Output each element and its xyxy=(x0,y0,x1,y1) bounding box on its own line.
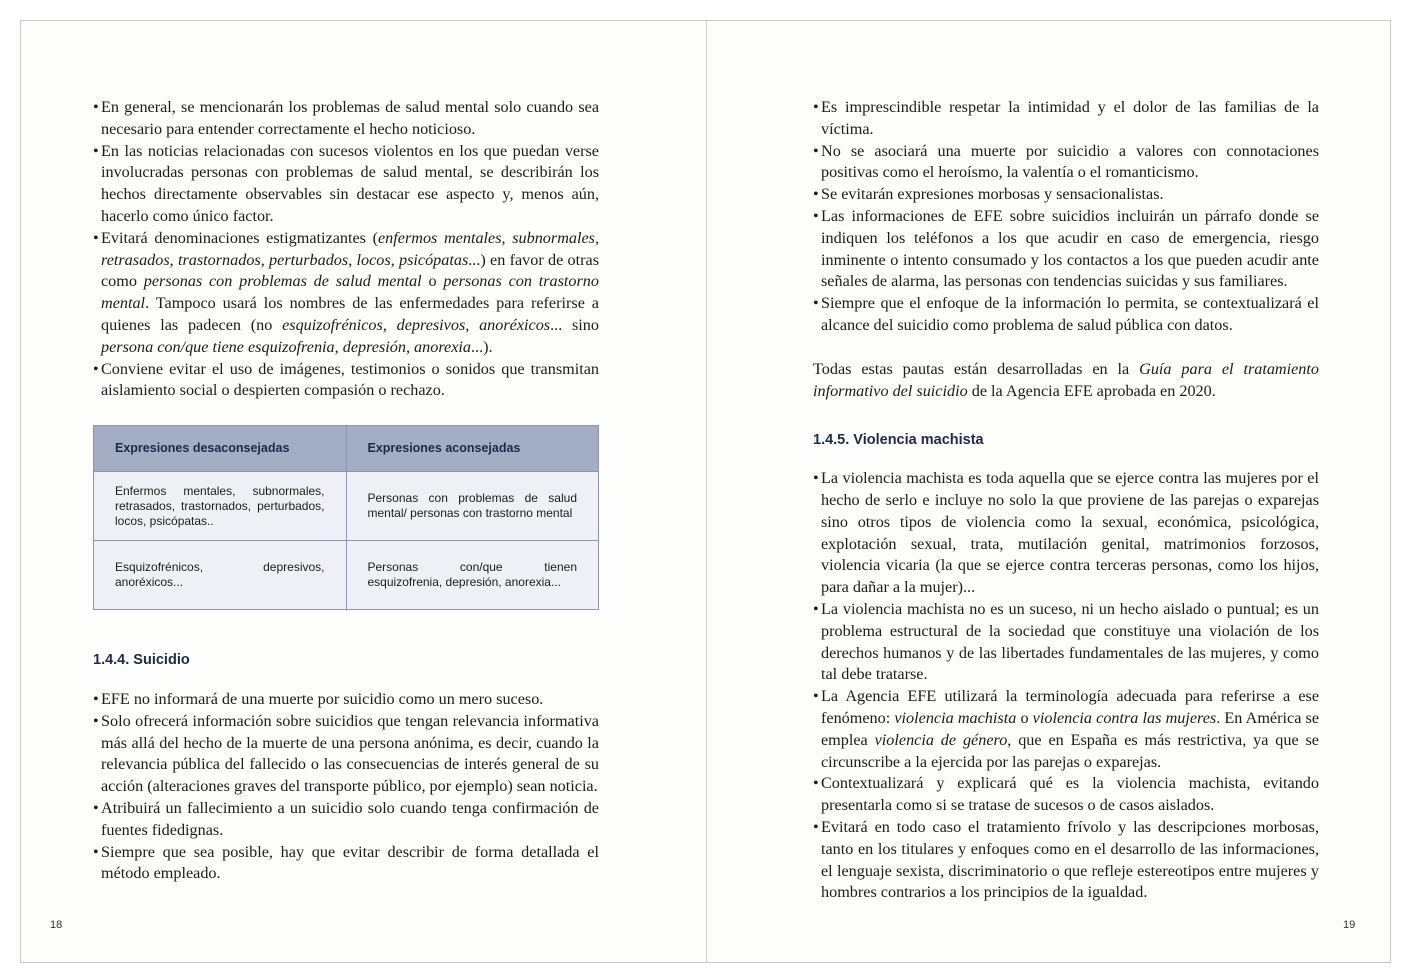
list-item: • Contextualizará y explicará qué es la violencia machista, evitando presentarla como si se tratase de sucesos o de casos aislados. xyxy=(813,773,1319,817)
list-item: • EFE no informará de una muerte por suicidio como un mero suceso. xyxy=(93,689,599,711)
table-row xyxy=(94,541,599,610)
list-item: • La violencia machista es toda aquella que se ejerce contra las mujeres por el hecho de serlo e incluye no solo la que proviene de las parejas o exparejas sino otros tipos de violencia como la sexual, económica, psicológica, explotación sexual, trata, mutilación genital, matrimonios forzosos, violencia vicaria (la que se ejerce contra terceras personas, como los hijos, para dañar a la mujer)... xyxy=(813,468,1319,599)
list-item: • Siempre que el enfoque de la información lo permita, se contextualizará el alcance del suicidio como problema de salud pública con datos. xyxy=(813,293,1319,337)
left-page xyxy=(93,97,599,885)
page-gutter xyxy=(706,21,707,962)
table-row xyxy=(94,472,599,541)
list-item: • No se asociará una muerte por suicidio a valores con connotaciones positivas como el heroísmo, la valentía o el romanticismo. xyxy=(813,141,1319,185)
table-cell: Enfermos mentales, subnormales, retrasados, trastornados, perturbados, locos, psicópatas.. xyxy=(94,472,347,541)
list-item: • En general, se mencionarán los problemas de salud mental solo cuando sea necesario para entender correctamente el hecho noticioso. xyxy=(93,97,599,141)
section-heading-gender-violence: 1.4.5. Violencia machista xyxy=(813,432,984,449)
list-item: • Conviene evitar el uso de imágenes, testimonios o sonidos que transmitan aislamiento social o despierten compasión o rechazo. xyxy=(93,359,599,403)
mental-health-bullet-list xyxy=(93,97,599,402)
table-header-discouraged: Expresiones desaconsejadas xyxy=(94,426,347,472)
page-number-left: 18 xyxy=(50,919,63,931)
page-number-right: 19 xyxy=(1343,919,1356,931)
suicide-bullet-list xyxy=(93,689,599,885)
expressions-table xyxy=(93,425,599,610)
list-item: • La violencia machista no es un suceso, ni un hecho aislado o puntual; es un problema estructural de la sociedad que constituye una violación de los derechos humanos y de las libertades fundamentales de las mujeres, y como tal debe tratarse. xyxy=(813,599,1319,686)
table-header-recommended: Expresiones aconsejadas xyxy=(346,426,599,472)
guide-paragraph: Todas estas pautas están desarrolladas en la Guía para el tratamiento informativo del suicidio de la Agencia EFE aprobada en 2020. xyxy=(813,359,1319,400)
table-header-row xyxy=(94,426,599,472)
list-item: • En las noticias relacionadas con sucesos violentos en los que puedan verse involucradas personas con problemas de salud mental, se describirán los hechos directamente observables sin destacar ese aspecto y, menos aún, hacerlo como único factor. xyxy=(93,141,599,228)
section-heading-suicide: 1.4.4. Suicidio xyxy=(93,652,190,669)
list-item: • Solo ofrecerá información sobre suicidios que tengan relevancia informativa más allá del hecho de la muerte de una persona anónima, es decir, cuando la relevancia pública del fallecido o las consecuencias de interés general de su acción (alteraciones graves del transporte público, por ejemplo) sean noticia. xyxy=(93,711,599,798)
gender-violence-bullet-list xyxy=(813,468,1319,904)
list-item: • Las informaciones de EFE sobre suicidios incluirán un párrafo donde se indiquen los teléfonos a los que acudir en caso de emergencia, riesgo inminente o intento consumado y los contactos a los que pueden acudir ante señales de alarma, las personas con tendencias suicidas y sus familiares. xyxy=(813,206,1319,293)
list-item: • Evitará en todo caso el tratamiento frívolo y las descripciones morbosas, tanto en los titulares y enfoques como en el desarrollo de las informaciones, el lenguaje sexista, discriminatorio o que refleje estereotipos entre mujeres y hombres contrarios a los principios de la igualdad. xyxy=(813,817,1319,904)
list-item: • Atribuirá un fallecimiento a un suicidio solo cuando tenga confirmación de fuentes fidedignas. xyxy=(93,798,599,842)
list-item-denominations: • Evitará denominaciones estigmatizantes (enfermos mentales, subnormales, retrasados, trastornados, perturbados, locos, psicópatas...) en favor de otras como personas con problemas de salud mental o personas con trastorno mental. Tampoco usará los nombres de las enfermedades para referirse a quienes las padecen (no esquizofrénicos, depresivos, anoréxicos... sino persona con/que tiene esquizofrenia, depresión, anorexia...). xyxy=(93,228,599,359)
list-item: • Es imprescindible respetar la intimidad y el dolor de las familias de la víctima. xyxy=(813,97,1319,141)
book-spread xyxy=(20,20,1391,963)
table-cell: Personas con problemas de salud mental/ personas con trastorno mental xyxy=(346,472,599,541)
list-item: • Siempre que sea posible, hay que evitar describir de forma detallada el método empleado. xyxy=(93,842,599,886)
table-cell: Esquizofrénicos, depresivos, anoréxicos... xyxy=(94,541,347,610)
list-item: • Se evitarán expresiones morbosas y sensacionalistas. xyxy=(813,184,1319,206)
table-cell: Personas con/que tienen esquizofrenia, depresión, anorexia... xyxy=(346,541,599,610)
right-page xyxy=(813,97,1319,904)
list-item-terminology: • La Agencia EFE utilizará la terminología adecuada para referirse a ese fenómeno: violencia machista o violencia contra las mujeres. En América se emplea violencia de género, que en España es más restrictiva, ya que se circunscribe a la ejercida por las parejas o exparejas. xyxy=(813,686,1319,773)
suicide-bullet-list-continued xyxy=(813,97,1319,337)
